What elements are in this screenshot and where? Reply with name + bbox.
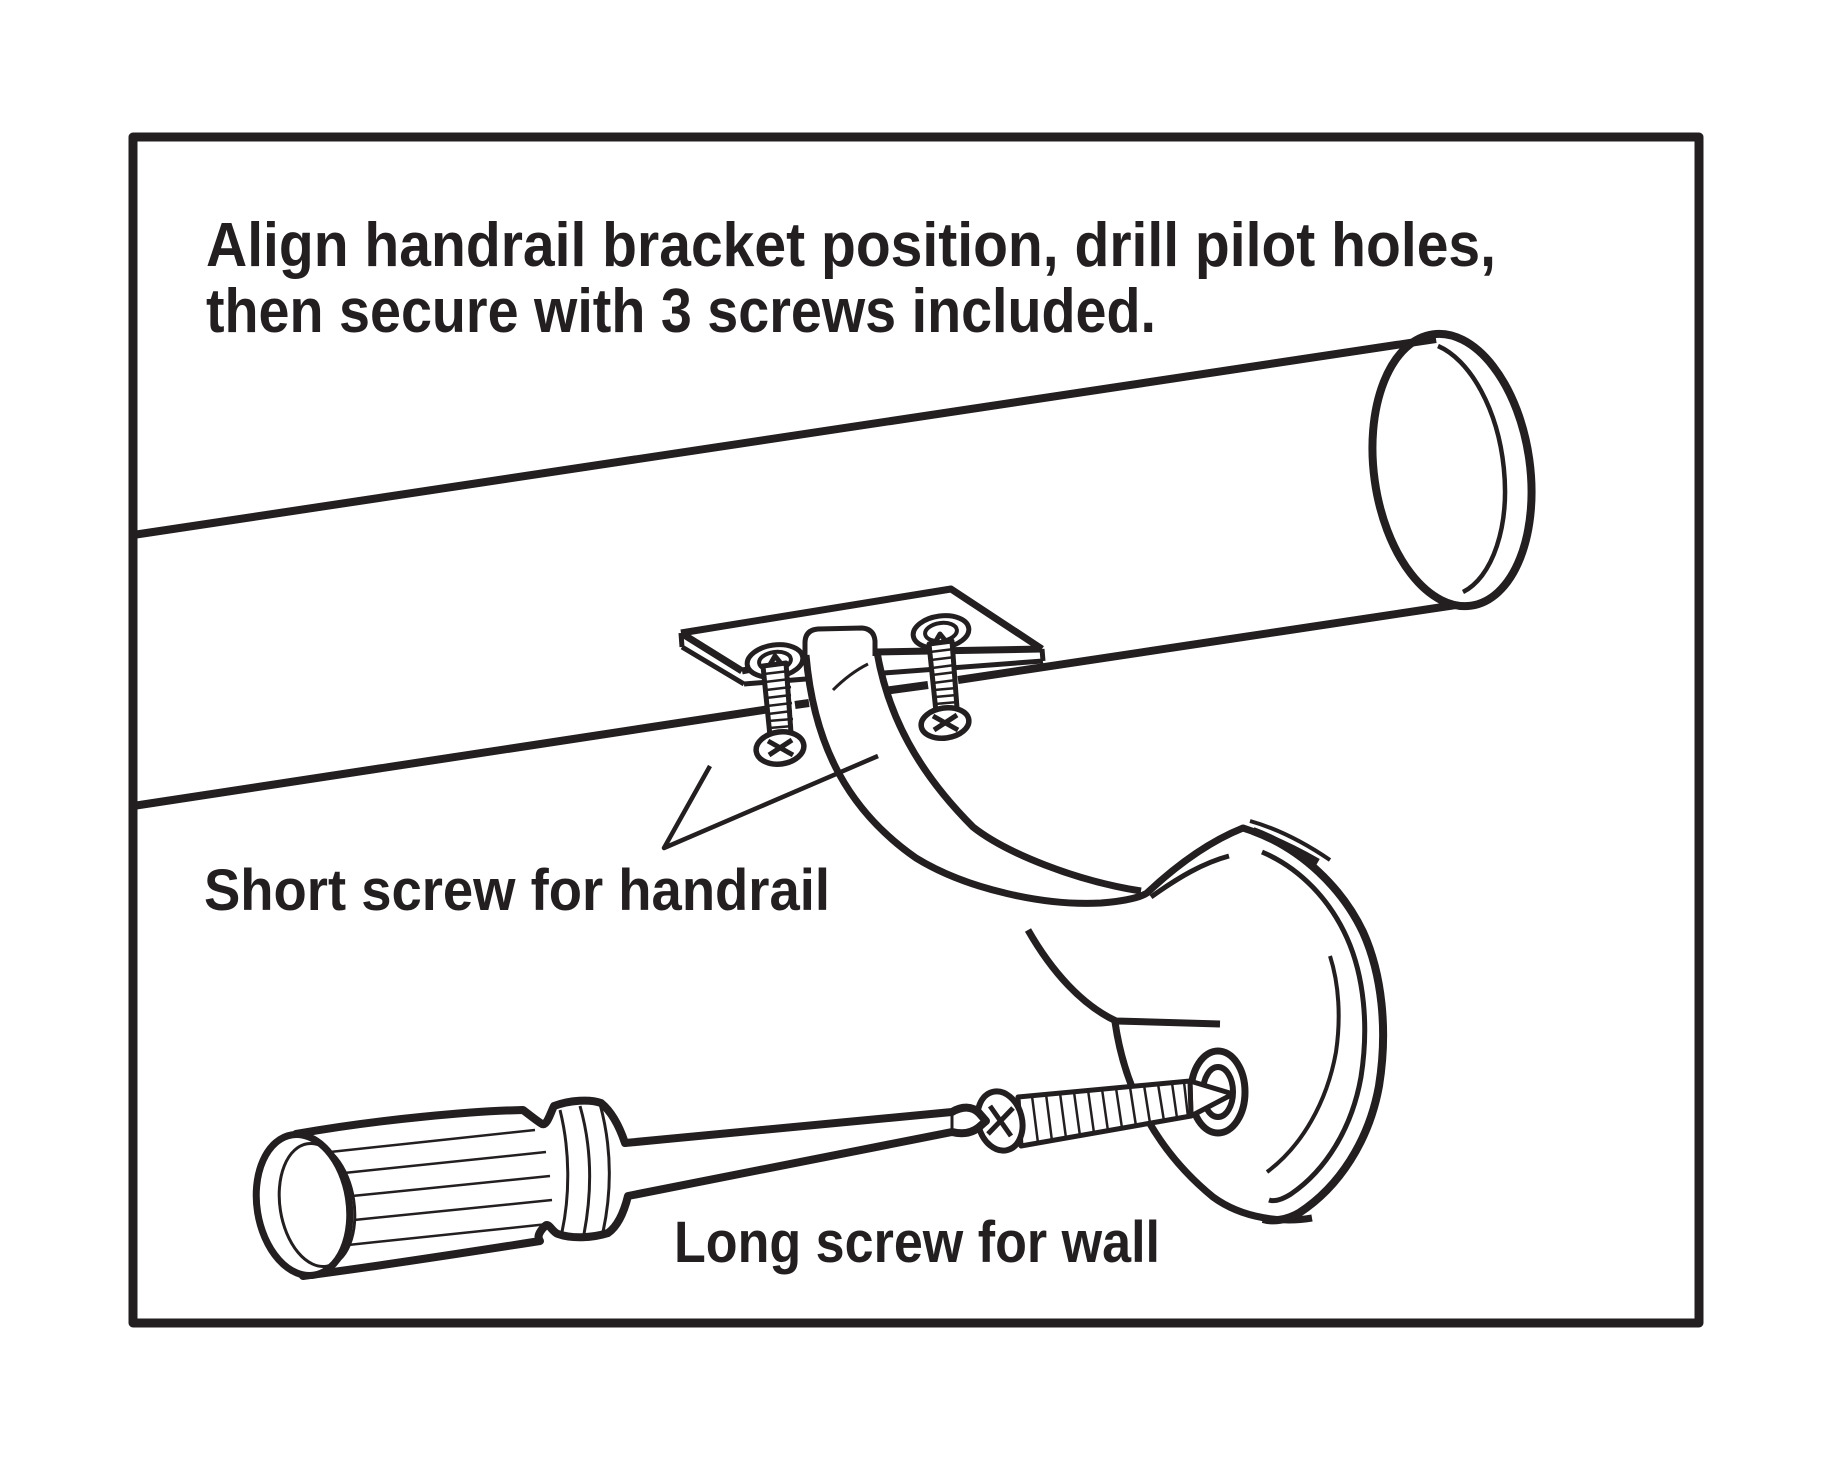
label-short-screw: Short screw for handrail [204,858,830,923]
plate-back-right-edges [681,589,1042,649]
arm-detail-line [833,664,868,690]
handrail [133,323,1548,806]
bracket-plate [681,589,1043,684]
bracket-arm [806,652,1318,1024]
instruction-text-line2: then secure with 3 screws included. [206,277,1156,346]
label-long-screw: Long screw for wall [674,1210,1160,1275]
handrail-end-cap-rim [1438,346,1505,592]
flange-face-boundary [1267,956,1339,1172]
arm-foot [1028,930,1220,1024]
handrail-bottom-edge [133,605,1456,806]
instruction-text-line1: Align handrail bracket position, drill pilot holes, [206,211,1496,280]
short-screw-pointer-line [664,756,878,848]
arm-outer-contour [806,655,1318,903]
handrail-end-cap [1356,323,1549,616]
plate-arm-notch [805,628,875,658]
handrail-top-edge [133,339,1436,535]
